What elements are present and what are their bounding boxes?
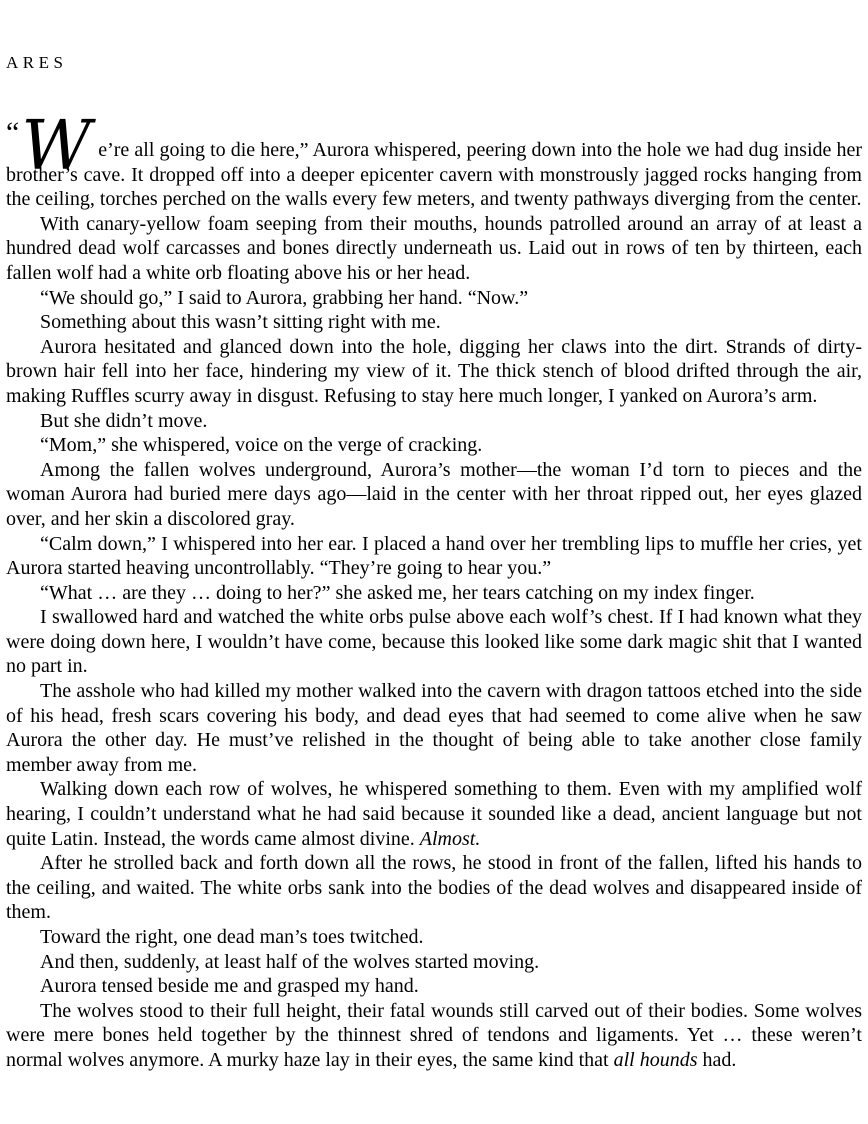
paragraph [6, 458, 862, 532]
text-run: I swallowed hard and watched the white orbs pulse above each wolf’s chest. If I had known what they were doing down here, I wouldn’t have come, because this looked like some dark magic shit that I wanted no part in. [6, 606, 862, 678]
opening-quote: “ [6, 116, 20, 149]
paragraph [6, 532, 862, 581]
text-run: “We should go,” I said to Aurora, grabbing her hand. “Now.” [40, 286, 529, 309]
paragraph [6, 409, 862, 434]
text-run: had. [697, 1048, 737, 1071]
paragraph [6, 605, 862, 679]
chapter-title: ARES [6, 53, 68, 72]
text-run: With canary-yellow foam seeping from their mouths, hounds patrolled around an array of at least a hundred dead wolf carcasses and bones directly underneath us. Laid out in rows of ten by thirteen, each fallen wolf had a white orb floating above his or her head. [6, 212, 862, 284]
text-run: But she didn’t move. [40, 409, 208, 432]
dropcap-letter: W [21, 107, 92, 186]
text-run: Walking down each row of wolves, he whispered something to them. Even with my amplified wolf hearing, I couldn’t understand what he had said because it sounded like a dead, ancient language but not quite Latin. Instead, the words came almost divine. [6, 778, 862, 850]
text-run: And then, suddenly, at least half of the wolves started moving. [40, 950, 540, 973]
text-run: “What … are they … doing to her?” she asked me, her tears catching on my index finger. [40, 581, 755, 604]
text-run: e’re all going to die here,” Aurora whispered, peering down into the hole we had dug inside her brother’s cave. It dropped off into a deeper epicenter cavern with monstrously jagged rocks hanging from the ceiling, torches perched on the walls every few meters, and twenty pathways diverging from the center. [6, 139, 862, 211]
paragraph [6, 310, 862, 335]
italic-text-run: all hounds [613, 1048, 698, 1071]
italic-text-run: Almost. [419, 827, 481, 850]
paragraph [6, 212, 862, 286]
text-run: The wolves stood to their full height, their fatal wounds still carved out of their bodies. Some wolves were mere bones held together by the thinnest shred of tendons and ligaments. Yet … these weren’t normal wolves anymore. A murky haze lay in their eyes, the same kind that [6, 999, 862, 1071]
paragraph [6, 335, 862, 409]
paragraph [6, 925, 862, 950]
text-run: Aurora hesitated and glanced down into the hole, digging her claws into the dirt. Strands of dirty-brown hair fell into her face, hindering my view of it. The thick stench of blood drifted through the air, making Ruffles scurry away in disgust. Refusing to stay here much longer, I yanked on Aurora’s arm. [6, 335, 862, 407]
paragraph [6, 581, 862, 606]
paragraph [6, 777, 862, 851]
text-run: “Mom,” she whispered, voice on the verge of cracking. [40, 434, 483, 457]
paragraph [6, 999, 862, 1073]
text-run: Something about this wasn’t sitting right with me. [40, 311, 441, 334]
text-run: Aurora tensed beside me and grasped my hand. [40, 975, 419, 998]
paragraph [6, 851, 862, 925]
paragraph [6, 107, 862, 212]
text-run: Among the fallen wolves underground, Aurora’s mother—the woman I’d torn to pieces and the woman Aurora had buried mere days ago—laid in the center with her throat ripped out, her eyes glazed over, and her skin a discolored gray. [6, 458, 862, 530]
text-run: After he strolled back and forth down all the rows, he stood in front of the fallen, lifted his hands to the ceiling, and waited. The white orbs sank into the bodies of the dead wolves and disappeared inside of them. [6, 852, 862, 924]
paragraph [6, 679, 862, 777]
chapter-body [6, 107, 862, 1073]
text-run: “Calm down,” I whispered into her ear. I placed a hand over her trembling lips to muffle her cries, yet Aurora started heaving uncontrollably. “They’re going to hear you.” [6, 532, 862, 580]
paragraph [6, 286, 862, 311]
paragraph [6, 950, 862, 975]
paragraph [6, 974, 862, 999]
text-run: Toward the right, one dead man’s toes twitched. [40, 926, 424, 948]
paragraph [6, 433, 862, 458]
text-run: The asshole who had killed my mother walked into the cavern with dragon tattoos etched into the side of his head, fresh scars covering his body, and dead eyes that had seemed to come alive when he saw Aurora the other day. He must’ve relished in the thought of being able to take another close family member away from me. [6, 680, 862, 776]
